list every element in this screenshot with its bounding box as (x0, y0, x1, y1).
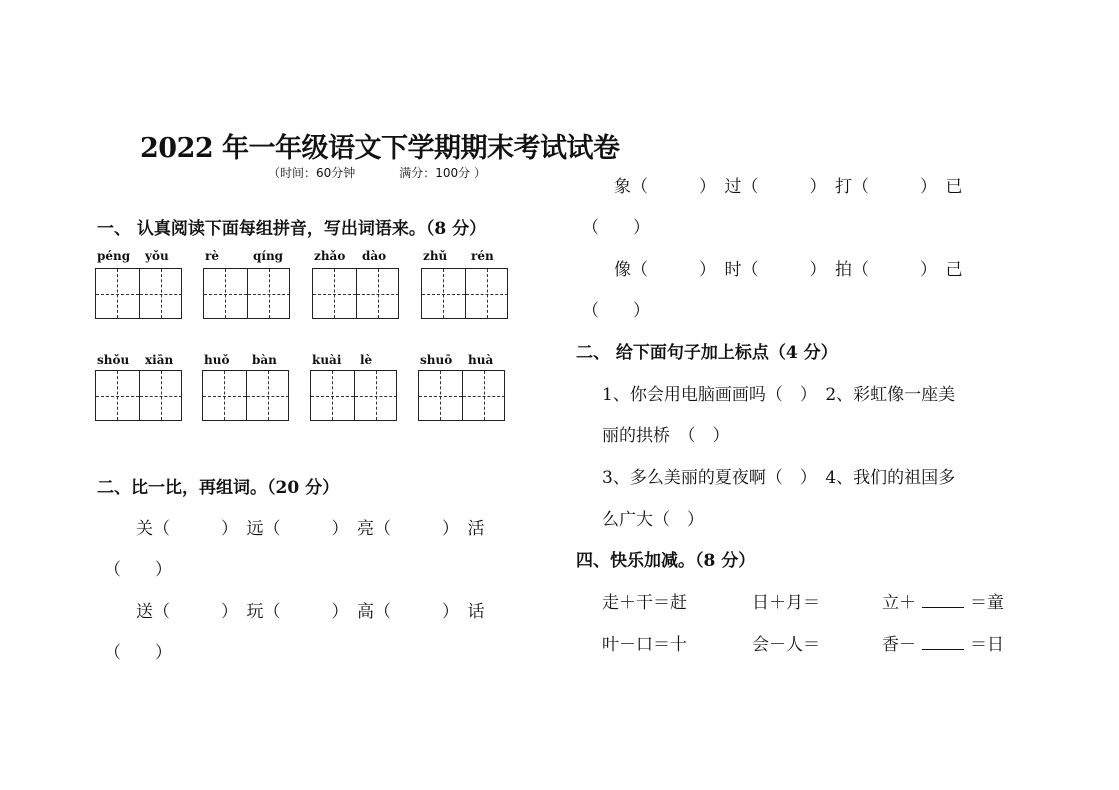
guide-line (247, 396, 289, 397)
math-heading: 四、快乐加减。（8 分） (576, 551, 756, 571)
grid-cell[interactable] (204, 269, 247, 318)
pinyin-label: kuài (312, 353, 342, 367)
total-score: 满分：100分 ） (399, 166, 487, 180)
pinyin-label: qíng (253, 249, 284, 263)
pinyin-label: zhǎo (314, 249, 346, 263)
grid-cell[interactable] (247, 269, 290, 318)
pinyin-label: shǒu (97, 353, 130, 367)
guide-line (96, 294, 139, 295)
writing-grid[interactable] (421, 268, 508, 319)
grid-cell[interactable] (311, 371, 354, 420)
writing-grid[interactable] (310, 370, 397, 421)
punct-sentence-1: 1、你会用电脑画画吗（ ） 2、彩虹像一座美 (602, 385, 956, 405)
punct-sentence-3: 3、多么美丽的夏夜啊（ ） 4、我们的祖国多 (602, 468, 956, 488)
guide-line (463, 396, 505, 397)
pinyin-label: xiān (145, 353, 174, 367)
writing-grid[interactable] (95, 268, 182, 319)
char-equation-3-right: ＝童 (970, 593, 1004, 613)
writing-grid[interactable] (95, 370, 182, 421)
right-compare-line-1b: （ ） (582, 218, 650, 238)
time-limit: （时间：60分钟 (268, 166, 356, 180)
grid-cell[interactable] (139, 371, 182, 420)
guide-line (248, 294, 290, 295)
section1-heading: 一、 认真阅读下面每组拼音，写出词语来。（8 分） (97, 219, 487, 239)
guide-line (96, 396, 139, 397)
pinyin-label: shuō (420, 353, 453, 367)
pinyin-label: lè (360, 353, 373, 367)
char-equation-4: 叶－口＝十 (602, 635, 687, 655)
right-compare-line-2: 像（ ） 时（ ） 拍（ ） 己 (614, 260, 963, 280)
punct-sentence-3-cont: 么广大（ ） (602, 510, 704, 530)
grid-cell[interactable] (96, 371, 139, 420)
char-equation-3-left: 立＋ (882, 593, 916, 613)
punct-sentence-1-cont: 丽的拱桥 （ ） (602, 426, 730, 446)
grid-cell[interactable] (246, 371, 289, 420)
grid-cell[interactable] (465, 269, 508, 318)
page-title: 2022 年一年级语文下学期期末考试试卷 (140, 133, 620, 164)
pinyin-label: dào (362, 249, 387, 263)
guide-line (203, 396, 246, 397)
grid-cell[interactable] (313, 269, 356, 318)
guide-line (140, 396, 182, 397)
pinyin-label: péng (97, 249, 131, 263)
compare-line-1b: （ ） (104, 560, 172, 580)
grid-cell[interactable] (203, 371, 246, 420)
pinyin-label: rén (471, 249, 494, 263)
pinyin-label: yǒu (145, 249, 169, 263)
char-equation-5: 会－人＝ (752, 635, 820, 655)
answer-blank[interactable] (922, 635, 964, 650)
writing-grid[interactable] (203, 268, 290, 319)
guide-line (355, 396, 397, 397)
grid-cell[interactable] (96, 269, 139, 318)
grid-cell[interactable] (419, 371, 462, 420)
grid-cell[interactable] (422, 269, 465, 318)
guide-line (422, 294, 465, 295)
answer-blank[interactable] (922, 593, 964, 608)
writing-grid[interactable] (202, 370, 289, 421)
writing-grid[interactable] (418, 370, 505, 421)
char-equation-3 (882, 588, 1004, 613)
pinyin-label: huà (468, 353, 494, 367)
char-equation-6-left: 香－ (882, 635, 916, 655)
writing-grid[interactable] (312, 268, 399, 319)
section2-heading: 二、比一比，再组词。（20 分） (97, 478, 340, 498)
compare-line-1: 关（ ） 远（ ） 亮（ ） 活 (136, 519, 485, 539)
pinyin-label: huǒ (204, 353, 230, 367)
pinyin-label: rè (205, 249, 219, 263)
punctuation-heading: 二、 给下面句子加上标点（4 分） (576, 343, 838, 363)
char-equation-2: 日＋月＝ (752, 593, 820, 613)
compare-line-2: 送（ ） 玩（ ） 高（ ） 话 (136, 602, 485, 622)
guide-line (419, 396, 462, 397)
compare-line-2b: （ ） (104, 643, 172, 663)
guide-line (466, 294, 508, 295)
pinyin-label: bàn (252, 353, 277, 367)
guide-line (313, 294, 356, 295)
guide-line (311, 396, 354, 397)
pinyin-label: zhǔ (423, 249, 448, 263)
grid-cell[interactable] (139, 269, 182, 318)
right-compare-line-1: 象（ ） 过（ ） 打（ ） 已 (614, 177, 963, 197)
grid-cell[interactable] (462, 371, 505, 420)
guide-line (357, 294, 399, 295)
char-equation-6-right: ＝日 (970, 635, 1004, 655)
guide-line (140, 294, 182, 295)
guide-line (204, 294, 247, 295)
exam-info (268, 164, 486, 181)
right-compare-line-2b: （ ） (582, 301, 650, 321)
char-equation-1: 走＋干＝赶 (602, 593, 687, 613)
char-equation-6 (882, 630, 1004, 655)
grid-cell[interactable] (354, 371, 397, 420)
grid-cell[interactable] (356, 269, 399, 318)
